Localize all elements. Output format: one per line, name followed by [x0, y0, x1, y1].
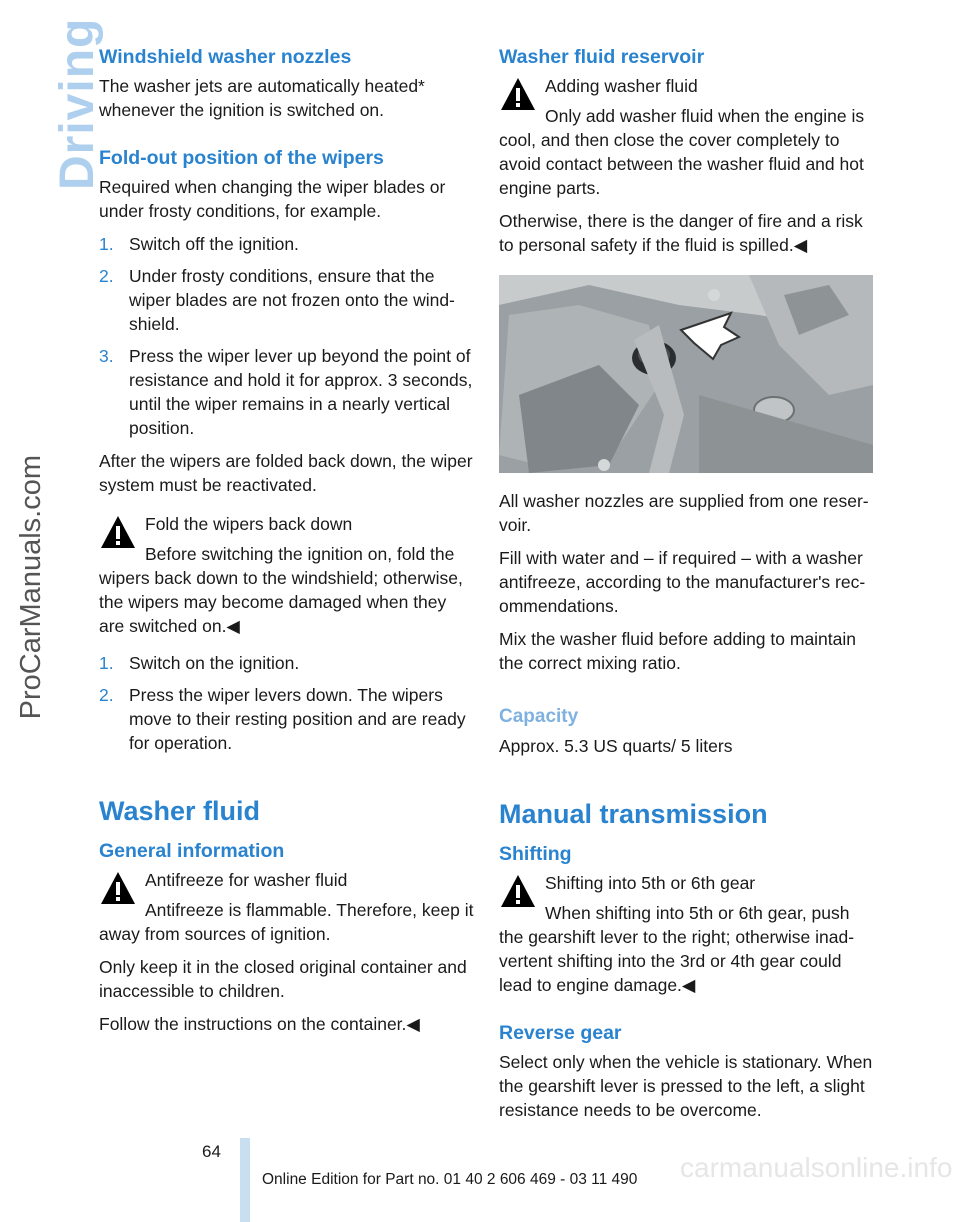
warning-triangle-icon: [99, 514, 137, 552]
reservoir-p3: Mix the washer fluid before adding to maintain the correct mixing ratio.: [499, 629, 857, 673]
right-column: [499, 44, 875, 1131]
foldout-after: After the wipers are folded back down, the wiper system must be reactivated.: [99, 451, 473, 495]
list-item: 1. Switch off the ignition.: [99, 234, 299, 254]
warning-triangle-icon: [499, 873, 537, 911]
manual-transmission-heading: Manual transmission: [499, 799, 768, 829]
reverse-gear-heading: Reverse gear: [499, 1022, 622, 1044]
warning-title: Fold the wipers back down: [145, 514, 353, 534]
list-item: 2. Press the wiper levers down. The wipers move to their resting position and are ready for operation.: [99, 685, 466, 753]
list-item: 1. Switch on the ignition.: [99, 653, 300, 673]
capacity-text: Approx. 5.3 US quarts/ 5 liters: [499, 736, 733, 756]
warning-text: When shifting into 5th or 6th gear, push the gearshift lever to the right; otherwise inad-vertent shifting into the 3rd or 4th gear could lead to engine damage.◀: [499, 903, 855, 995]
warning-text: Antifreeze is flammable. Therefore, keep it away from sources of ignition.: [99, 900, 474, 944]
warning-shifting: [499, 871, 875, 997]
foldout-steps: [99, 232, 475, 440]
warning-title: Adding washer fluid: [545, 76, 698, 96]
reservoir-p2: Fill with water and – if required – with a washer antifreeze, according to the manufacturer's rec-ommendations.: [499, 548, 866, 616]
foldout-heading: Fold-out position of the wipers: [99, 147, 384, 169]
antifreeze-p2: Follow the instructions on the container.◀: [99, 1014, 420, 1034]
left-column: [99, 44, 475, 1045]
warning-adding-fluid: [499, 74, 875, 200]
warning-antifreeze: [99, 868, 475, 946]
general-info-heading: General information: [99, 840, 285, 862]
list-item: 3. Press the wiper lever up beyond the point of resistance and hold it for approx. 3 seconds, until the wiper remains in a nearly vertical position.: [99, 346, 473, 438]
warning-text: Before switching the ignition on, fold the wipers back down to the windshield; otherwise, the wipers may become damaged when they are switched on.◀: [99, 544, 463, 636]
warning-title: Shifting into 5th or 6th gear: [545, 873, 756, 893]
foldout-steps-2: [99, 651, 475, 755]
washer-fluid-heading: Washer fluid: [99, 796, 261, 826]
reservoir-danger: Otherwise, there is the danger of fire and a risk to personal safety if the fluid is spilled.◀: [499, 211, 863, 255]
edition-note: Online Edition for Part no. 01 40 2 606 469 - 03 11 490: [262, 1171, 638, 1188]
list-item: 2. Under frosty conditions, ensure that the wiper blades are not frozen onto the wind-shield.: [99, 266, 455, 334]
warning-triangle-icon: [499, 76, 537, 114]
foldout-intro: Required when changing the wiper blades or under frosty conditions, for example.: [99, 177, 446, 221]
footer-watermark: carmanualsonline.info: [680, 1152, 953, 1183]
nozzles-text: The washer jets are automatically heated* whenever the ignition is switched on.: [99, 76, 425, 120]
reservoir-p1: All washer nozzles are supplied from one reser-voir.: [499, 491, 869, 535]
warning-text: Only add washer fluid when the engine is cool, and then close the cover completely to avoid contact between the washer fluid and hot engine parts.: [499, 106, 865, 198]
site-watermark-vertical: ProCarManuals.com: [15, 455, 47, 720]
warning-fold-wipers: [99, 512, 475, 638]
capacity-heading: Capacity: [499, 706, 579, 727]
engine-bay-washer-reservoir-photo: [499, 275, 873, 473]
section-label: Driving: [51, 17, 104, 190]
reverse-gear-text: Select only when the vehicle is stationary. When the gearshift lever is pressed to the left, a slight resistance needs to be overcome.: [499, 1052, 873, 1120]
page-number: 64: [202, 1142, 221, 1161]
warning-triangle-icon: [99, 870, 137, 908]
reservoir-heading: Washer fluid reservoir: [499, 46, 705, 68]
antifreeze-p1: Only keep it in the closed original container and inaccessible to children.: [99, 957, 467, 1001]
shifting-heading: Shifting: [499, 843, 572, 865]
footer-bar: [240, 1138, 250, 1222]
nozzles-heading: Windshield washer nozzles: [99, 46, 352, 68]
warning-title: Antifreeze for washer fluid: [145, 870, 348, 890]
